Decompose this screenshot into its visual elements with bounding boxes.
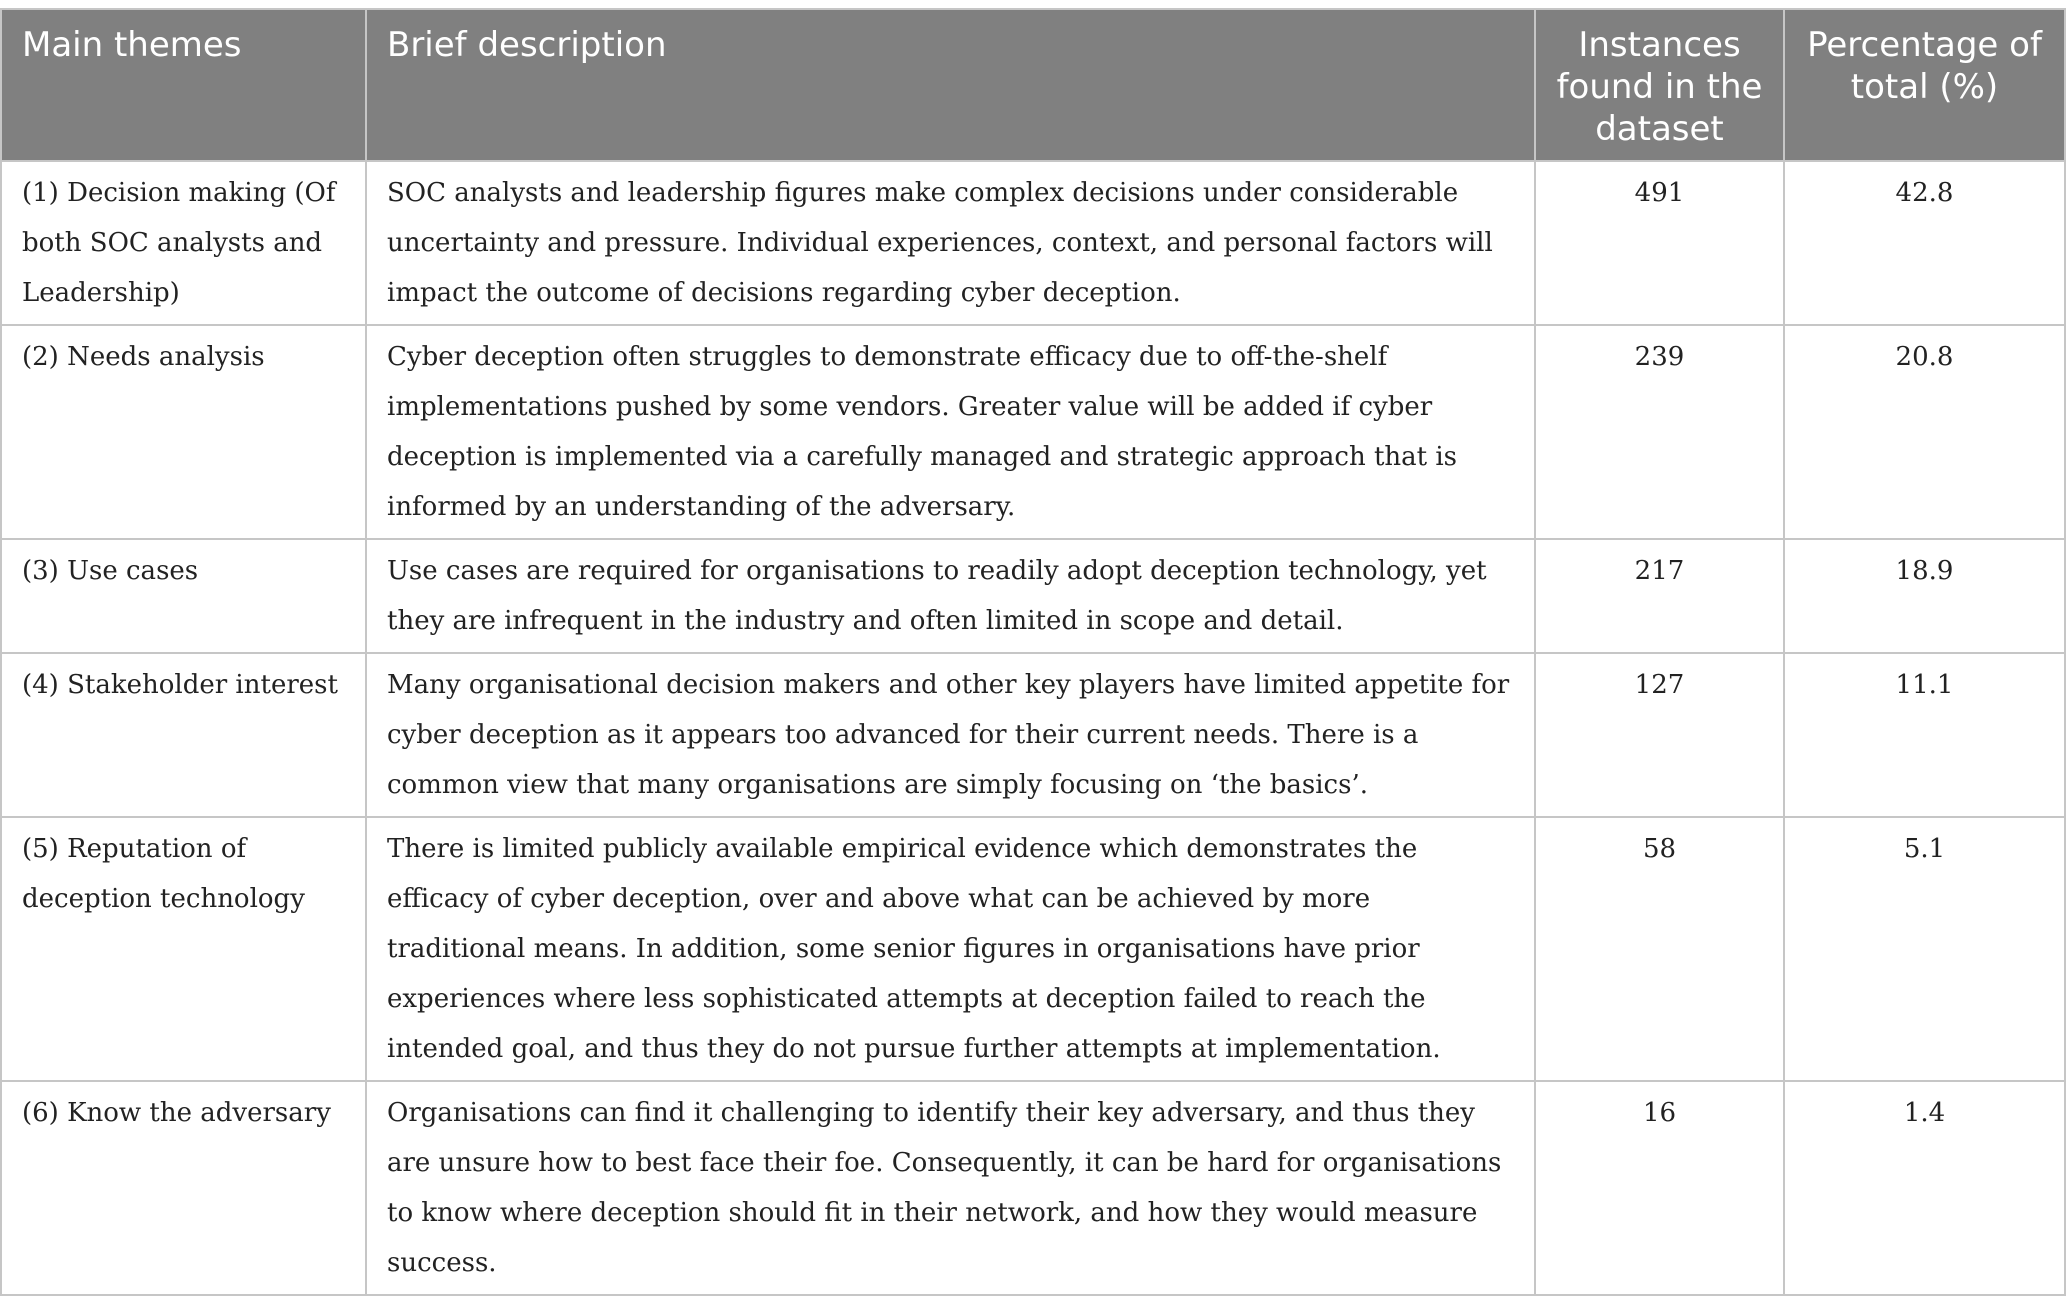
table-header	[1, 9, 2065, 161]
description-cell: There is limited publicly available empirical evidence which demonstrates the efficacy of cyber deception, over and above what can be achieved by more traditional means. In addition, some senior figures in organisations have prior experiences where less sophisticated attempts at deception failed to reach the intended goal, and thus they do not pursue further attempts at implementation.	[366, 817, 1535, 1081]
header-instances: Instances found in the dataset	[1535, 9, 1784, 161]
table-row	[1, 325, 2065, 539]
description-cell: SOC analysts and leadership figures make complex decisions under considerable uncertainty and pressure. Individual experiences, context, and personal factors will impact the outcome of decisions regarding cyber deception.	[366, 161, 1535, 325]
description-cell: Many organisational decision makers and other key players have limited appetite for cyber deception as it appears too advanced for their current needs. There is a common view that many organisations are simply focusing on ‘the basics’.	[366, 653, 1535, 817]
description-cell: Organisations can find it challenging to identify their key adversary, and thus they are unsure how to best face their foe. Consequently, it can be hard for organisations to know where deception should fit in their network, and how they would measure success.	[366, 1081, 1535, 1295]
instances-cell: 217	[1535, 539, 1784, 653]
table-row	[1, 161, 2065, 325]
instances-cell: 239	[1535, 325, 1784, 539]
header-brief-description: Brief description	[366, 9, 1535, 161]
theme-cell: (3) Use cases	[1, 539, 366, 653]
percentage-cell: 11.1	[1784, 653, 2065, 817]
header-percentage: Percentage of total (%)	[1784, 9, 2065, 161]
table-body	[1, 161, 2065, 1295]
table-row	[1, 653, 2065, 817]
percentage-cell: 20.8	[1784, 325, 2065, 539]
theme-cell: (1) Decision making (Of both SOC analysts and Leadership)	[1, 161, 366, 325]
percentage-cell: 18.9	[1784, 539, 2065, 653]
instances-cell: 491	[1535, 161, 1784, 325]
header-row	[1, 9, 2065, 161]
percentage-cell: 1.4	[1784, 1081, 2065, 1295]
themes-table	[0, 8, 2066, 1296]
theme-cell: (2) Needs analysis	[1, 325, 366, 539]
theme-cell: (6) Know the adversary	[1, 1081, 366, 1295]
instances-cell: 16	[1535, 1081, 1784, 1295]
theme-cell: (4) Stakeholder interest	[1, 653, 366, 817]
percentage-cell: 5.1	[1784, 817, 2065, 1081]
table-row	[1, 539, 2065, 653]
header-main-themes: Main themes	[1, 9, 366, 161]
theme-cell: (5) Reputation of deception technology	[1, 817, 366, 1081]
instances-cell: 58	[1535, 817, 1784, 1081]
instances-cell: 127	[1535, 653, 1784, 817]
table-row	[1, 817, 2065, 1081]
table-row	[1, 1081, 2065, 1295]
description-cell: Cyber deception often struggles to demonstrate efficacy due to off-the-shelf implementations pushed by some vendors. Greater value will be added if cyber deception is implemented via a carefully managed and strategic approach that is informed by an understanding of the adversary.	[366, 325, 1535, 539]
percentage-cell: 42.8	[1784, 161, 2065, 325]
description-cell: Use cases are required for organisations to readily adopt deception technology, yet they are infrequent in the industry and often limited in scope and detail.	[366, 539, 1535, 653]
